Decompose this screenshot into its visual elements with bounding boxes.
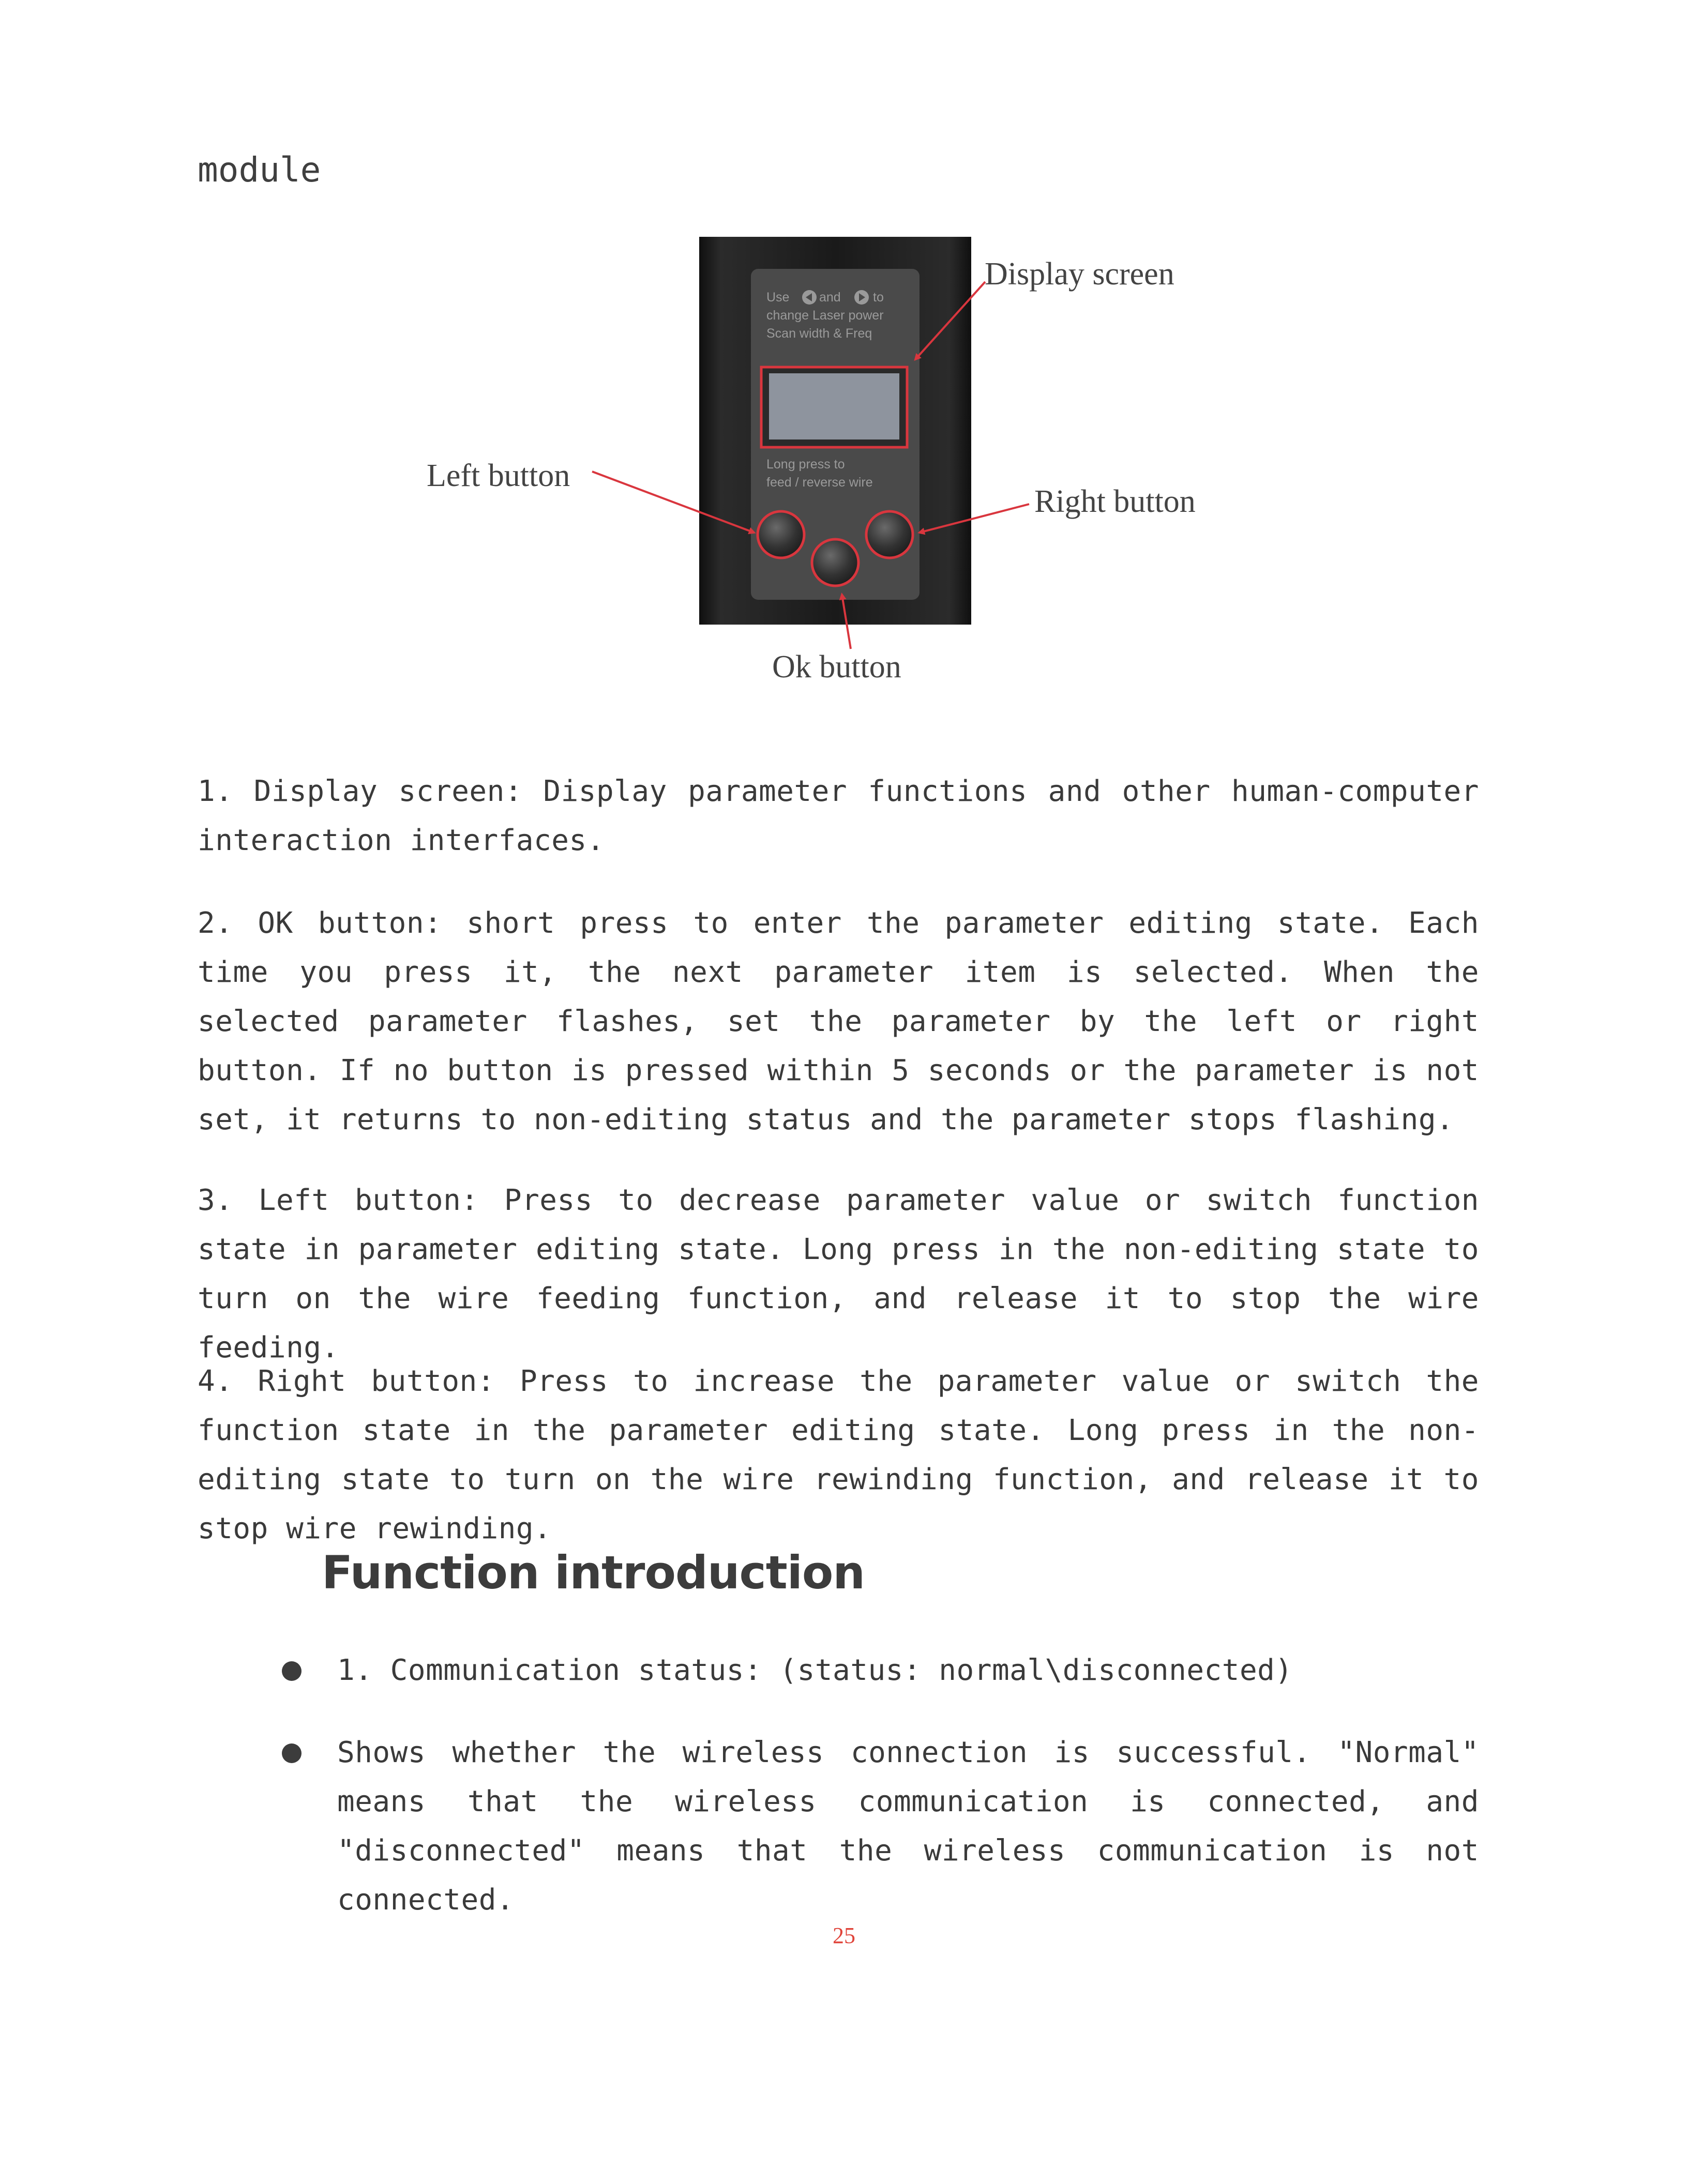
device-text-use: Use	[766, 290, 790, 305]
device-text-and: and	[819, 290, 841, 305]
device-text-line3: Scan width & Freq	[766, 326, 872, 341]
device-text-long1: Long press to	[766, 457, 845, 472]
left-button-arrow	[592, 472, 754, 533]
section-title: Function introduction	[322, 1546, 865, 1599]
paragraph-right-button: 4. Right button: Press to increase the parameter value or switch the function state in the parameter editing state. Long press in the non-editing state to turn on the wire rewinding function, and release it to stop wire rewinding.	[198, 1364, 1479, 1545]
bullet-dot	[282, 1743, 302, 1763]
right-button-arrow	[920, 504, 1029, 533]
callout-left-button: Left button	[427, 458, 570, 493]
callout-ok-button: Ok button	[772, 649, 901, 685]
bullet-item-connection-description: Shows whether the wireless connection is successful. "Normal" means that the wireless communication is connected, and "disconnected" means that the wireless communication is not connected.	[337, 1736, 1479, 1917]
bullet-dot	[282, 1661, 302, 1681]
bullet-item-communication-status: 1. Communication status: (status: normal\disconnected)	[337, 1654, 1293, 1687]
paragraph-ok-button: 2. OK button: short press to enter the parameter editing state. Each time you press it, the next parameter item is selected. When the selected parameter flashes, set the parameter by the left or right button. If no button is pressed within 5 seconds or the parameter is not set, it returns to non-editing status and the parameter stops flashing.	[198, 906, 1479, 1136]
page-heading-fragment: module	[198, 150, 321, 190]
callout-right-button: Right button	[1034, 484, 1196, 519]
device-text-line2: change Laser power	[766, 308, 884, 323]
paragraph-left-button: 3. Left button: Press to decrease parameter value or switch function state in parameter editing state. Long press in the non-editing state to turn on the wire feeding function, and release it to stop the wire feeding.	[198, 1184, 1479, 1364]
display-screen-arrow	[915, 282, 985, 359]
ok-button-arrow	[842, 595, 851, 649]
device-text-to: to	[873, 290, 884, 305]
paragraph-display-screen: 1. Display screen: Display parameter functions and other human-computer interaction interfaces.	[198, 775, 1479, 857]
page-number: 25	[833, 1923, 855, 1948]
device-text-long2: feed / reverse wire	[766, 475, 873, 490]
callout-display-screen: Display screen	[985, 256, 1174, 292]
callout-arrows	[0, 0, 1688, 724]
